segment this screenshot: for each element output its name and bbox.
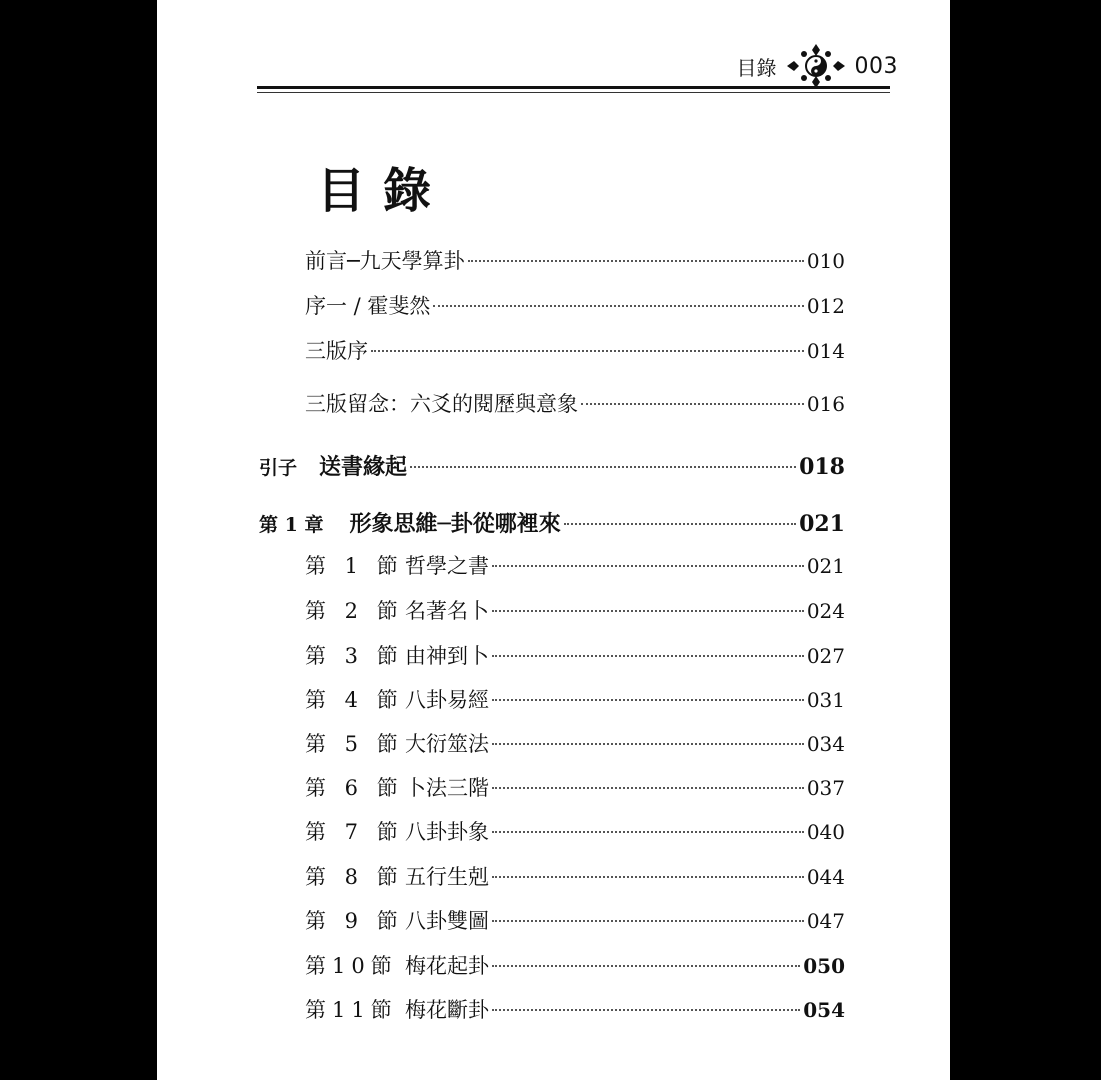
toc-section-label: 第 1 節 <box>305 554 404 578</box>
toc-entry-preface <box>305 245 845 275</box>
toc-entry-page: 012 <box>806 294 845 318</box>
dot-leader <box>492 699 804 701</box>
toc-entry-page: 031 <box>806 688 845 712</box>
toc-entry-title: 五行生剋 <box>405 865 489 889</box>
toc-entry-page: 040 <box>806 820 845 844</box>
toc-entry-page: 021 <box>799 511 845 537</box>
toc-entry-page: 054 <box>803 998 845 1022</box>
toc-section-entry <box>305 640 845 670</box>
dot-leader <box>492 965 800 967</box>
toc-entry-title: 八卦雙圖 <box>405 909 489 933</box>
toc-section-label: 第 9 節 <box>305 909 404 933</box>
toc-entry-page: 018 <box>799 454 845 480</box>
toc-entry-page: 037 <box>806 776 845 800</box>
toc-entry-page: 016 <box>806 392 845 416</box>
toc-section-entry <box>305 595 845 625</box>
toc-section-label: 第11節 <box>305 998 398 1022</box>
toc-section-label: 第 2 節 <box>305 599 404 623</box>
toc-section-label: 第 8 節 <box>305 865 404 889</box>
toc-entry-page: 024 <box>806 599 845 623</box>
toc-entry-title: 三版序 <box>305 339 368 363</box>
dot-leader <box>564 523 796 525</box>
dot-leader <box>468 260 804 262</box>
header-page-number: 003 <box>854 53 898 79</box>
dot-leader <box>492 565 804 567</box>
toc-section-label: 第 6 節 <box>305 776 404 800</box>
toc-section-entry <box>305 728 845 758</box>
dot-leader <box>492 920 804 922</box>
toc-entry-title: 名著名卜 <box>405 599 489 623</box>
running-header <box>737 46 899 86</box>
toc-section-entry <box>305 861 845 891</box>
toc-section-label: 第10節 <box>305 954 398 978</box>
toc-entry-page: 050 <box>803 954 845 978</box>
toc-entry-title: 三版留念：六爻的閱歷與意象 <box>305 392 578 416</box>
toc-section-entry <box>305 684 845 714</box>
header-label: 目錄 <box>736 55 777 80</box>
toc-section-entry <box>305 550 845 580</box>
book-page <box>157 0 950 1080</box>
toc-chapter-prefix: 第 1 章 <box>259 514 324 536</box>
toc-entry-page: 014 <box>806 339 845 363</box>
toc-entry-title: 卜法三階 <box>405 776 489 800</box>
dot-leader <box>492 655 804 657</box>
toc-entry-page: 027 <box>806 644 845 668</box>
dot-leader <box>433 305 803 307</box>
toc-section-entry <box>305 772 845 802</box>
toc-entry-foreword <box>305 290 845 320</box>
toc-section-label: 第 7 節 <box>305 820 404 844</box>
taiji-ornament-icon <box>785 42 847 90</box>
toc-entry-chapter <box>259 507 845 538</box>
dot-leader <box>492 610 804 612</box>
toc-section-label: 第 5 節 <box>305 732 404 756</box>
toc-section-entry <box>305 905 845 935</box>
toc-entry-title: 序一 / 霍斐然 <box>305 294 431 318</box>
header-rule <box>257 86 890 89</box>
dot-leader <box>581 403 804 405</box>
toc-entry-third-edition-memento <box>305 388 845 418</box>
toc-section-label: 第 3 節 <box>305 644 404 668</box>
toc-entry-page: 047 <box>806 909 845 933</box>
toc-entry-title: 梅花斷卦 <box>405 998 489 1022</box>
dot-leader <box>492 787 804 789</box>
toc-entry-intro <box>259 450 845 481</box>
toc-entry-title: 前言─九天學算卦 <box>305 249 465 273</box>
toc-entry-third-edition-preface <box>305 335 845 365</box>
dot-leader <box>492 743 804 745</box>
header-rule-thin <box>257 92 890 93</box>
toc-section-label: 第 4 節 <box>305 688 404 712</box>
toc-entry-page: 010 <box>806 249 845 273</box>
page-title: 目錄 <box>317 163 450 219</box>
dot-leader <box>492 831 804 833</box>
dot-leader <box>492 1009 800 1011</box>
toc-entry-prefix: 引子 <box>259 457 298 479</box>
toc-entry-title: 八卦卦象 <box>405 820 489 844</box>
toc-section-entry <box>305 950 845 980</box>
toc-entry-page: 021 <box>806 554 845 578</box>
toc-section-entry <box>305 994 845 1024</box>
toc-section-entry <box>305 816 845 846</box>
toc-entry-title: 由神到卜 <box>405 644 489 668</box>
toc-entry-title: 八卦易經 <box>405 688 489 712</box>
dot-leader <box>371 350 804 352</box>
toc-entry-page: 044 <box>806 865 845 889</box>
dot-leader <box>492 876 804 878</box>
toc-entry-title: 形象思維─卦從哪裡來 <box>349 511 561 537</box>
toc-entry-title: 哲學之書 <box>405 554 489 578</box>
toc-entry-title: 大衍筮法 <box>405 732 489 756</box>
toc-entry-title: 梅花起卦 <box>405 954 489 978</box>
toc-entry-title: 送書緣起 <box>319 454 408 480</box>
toc-entry-page: 034 <box>806 732 845 756</box>
dot-leader <box>410 466 796 468</box>
